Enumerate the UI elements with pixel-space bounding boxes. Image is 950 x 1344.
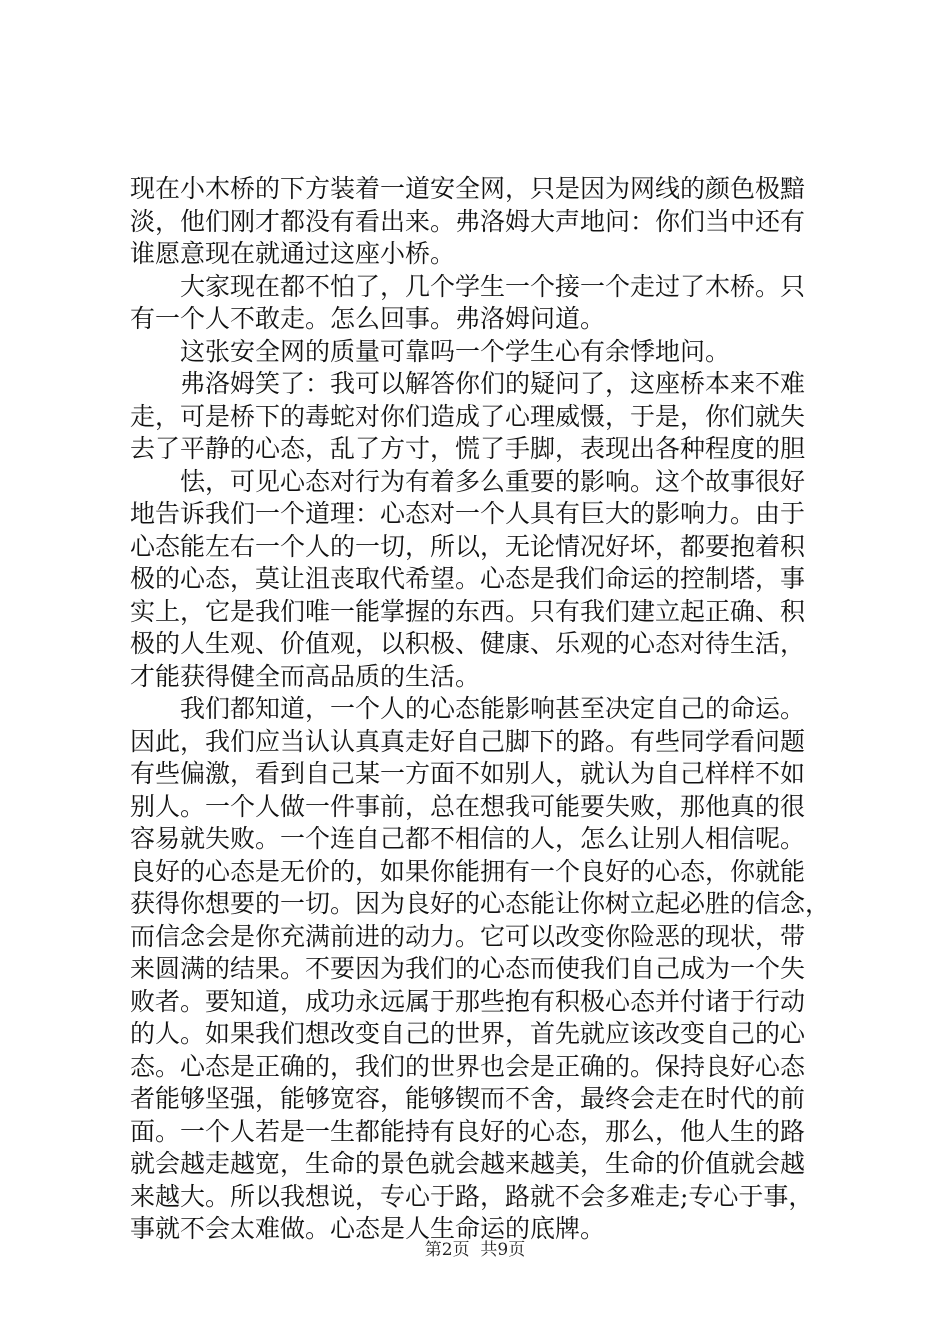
text-line: 怯，可见心态对行为有着多么重要的影响。这个故事很好 <box>180 466 806 496</box>
text-line: 心态能左右一个人的一切，所以，无论情况好坏，都要抱着积 <box>130 531 806 561</box>
text-line: 我们都知道，一个人的心态能影响甚至决定自己的命运。 <box>180 694 806 723</box>
text-line: 来圆满的结果。不要因为我们的心态而使我们自己成为一个失 <box>130 954 806 983</box>
page-footer <box>0 1239 950 1261</box>
text-line: 别人。一个人做一件事前，总在想我可能要失败，那他真的很 <box>130 791 806 821</box>
text-line: 事就不会太难做。心态是人生命运的底牌。 <box>130 1214 606 1243</box>
text-line: 败者。要知道，成功永远属于那些抱有积极心态并付诸于行动 <box>130 986 806 1016</box>
text-line: 就会越走越宽，生命的景色就会越来越美，生命的价值就会越 <box>130 1149 806 1178</box>
text-line: 容易就失败。一个连自己都不相信的人，怎么让别人相信呢。 <box>130 824 806 853</box>
text-line: 淡，他们刚才都没有看出来。弗洛姆大声地问：你们当中还有 <box>130 206 806 236</box>
text-line: 现在小木桥的下方装着一道安全网，只是因为网线的颜色极黯 <box>130 174 806 203</box>
text-line: 弗洛姆笑了：我可以解答你们的疑问了，这座桥本来不难 <box>180 369 806 398</box>
text-line: 大家现在都不怕了，几个学生一个接一个走过了木桥。只 <box>180 271 806 301</box>
body-text <box>130 173 830 1246</box>
text-line: 极的人生观、价值观，以积极、健康、乐观的心态对待生活， <box>130 629 806 658</box>
text-line: 有一个人不敢走。怎么回事。弗洛姆问道。 <box>130 304 606 333</box>
text-line: 实上，它是我们唯一能掌握的东西。只有我们建立起正确、积 <box>130 596 806 626</box>
text-line: 者能够坚强，能够宽容，能够锲而不舍，最终会走在时代的前 <box>130 1084 806 1113</box>
text-line: 获得你想要的一切。因为良好的心态能让你树立起必胜的信念， <box>130 889 831 918</box>
text-line: 地告诉我们一个道理：心态对一个人具有巨大的影响力。由于 <box>130 499 806 528</box>
text-line: 谁愿意现在就通过这座小桥。 <box>130 239 456 268</box>
text-line: 去了平静的心态，乱了方寸，慌了手脚，表现出各种程度的胆 <box>130 434 806 463</box>
text-line: 才能获得健全而高品质的生活。 <box>130 661 481 691</box>
text-line: 的人。如果我们想改变自己的世界，首先就应该改变自己的心 <box>130 1019 806 1048</box>
text-line: 走，可是桥下的毒蛇对你们造成了心理威慑，于是，你们就失 <box>130 401 806 431</box>
text-line: 极的心态，莫让沮丧取代希望。心态是我们命运的控制塔，事 <box>130 564 806 593</box>
text-line: 而信念会是你充满前进的动力。它可以改变你险恶的现状，带 <box>130 921 806 951</box>
text-line: 态。心态是正确的，我们的世界也会是正确的。保持良好心态 <box>130 1051 806 1081</box>
text-line: 面。一个人若是一生都能持有良好的心态，那么，他人生的路 <box>130 1116 806 1146</box>
text-line: 因此，我们应当认认真真走好自己脚下的路。有些同学看问题 <box>130 726 806 756</box>
text-line: 有些偏激，看到自己某一方面不如别人，就认为自己样样不如 <box>130 759 806 788</box>
page-number-label: 第2页 共9页 <box>424 1240 526 1260</box>
text-line: 良好的心态是无价的，如果你能拥有一个良好的心态，你就能 <box>130 856 806 886</box>
text-line: 这张安全网的质量可靠吗一个学生心有余悸地问。 <box>180 336 731 366</box>
text-line: 来越大。所以我想说，专心于路，路就不会多难走;专心于事， <box>130 1181 814 1211</box>
